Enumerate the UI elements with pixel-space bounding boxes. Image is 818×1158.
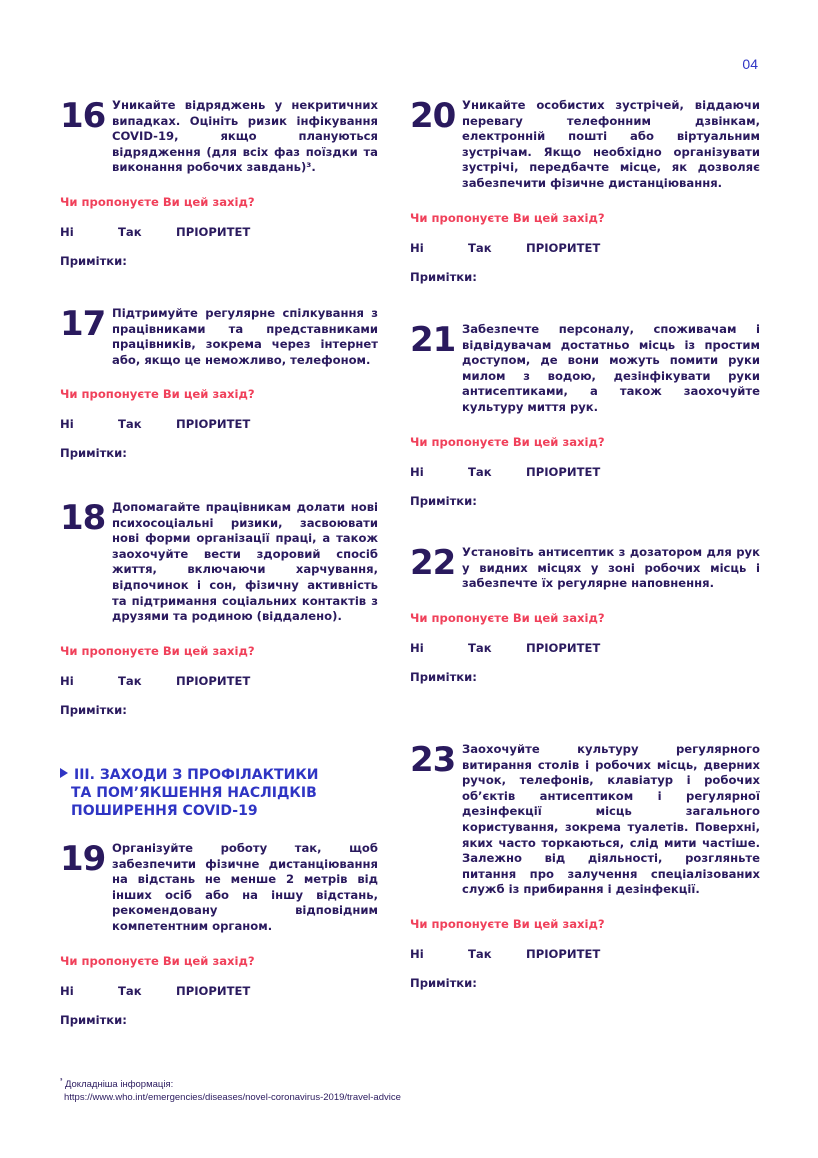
- measure-number: 16: [60, 96, 106, 136]
- section-title-line1: III. ЗАХОДИ З ПРОФІЛАКТИКИ: [74, 767, 319, 783]
- option-no[interactable]: Ні: [60, 417, 74, 432]
- section-title-line3: ПОШИРЕННЯ COVID-19: [71, 803, 258, 819]
- section-heading: [60, 766, 370, 820]
- question-label: Чи пропонуєте Ви цей захід?: [410, 916, 605, 931]
- answer-options: [410, 465, 760, 479]
- measure-18: [60, 500, 378, 717]
- option-no[interactable]: Ні: [60, 673, 74, 688]
- notes-label: Примітки:: [60, 702, 127, 717]
- option-yes[interactable]: Так: [118, 673, 142, 688]
- option-yes[interactable]: Так: [118, 983, 142, 998]
- answer-options: [410, 641, 760, 655]
- measure-text: Установіть антисептик з дозатором для рук у видних місцях у зоні робочих місць і забезпечте їх регулярне наповнення.: [462, 545, 760, 591]
- arrow-right-icon: [60, 768, 68, 778]
- question-label: Чи пропонуєте Ви цей захід?: [410, 434, 605, 449]
- option-no[interactable]: Ні: [410, 464, 424, 479]
- answer-options: [60, 984, 378, 998]
- option-priority[interactable]: ПРІОРИТЕТ: [526, 640, 601, 655]
- option-no[interactable]: Ні: [60, 983, 74, 998]
- option-no[interactable]: Ні: [60, 224, 74, 239]
- option-yes[interactable]: Так: [468, 946, 492, 961]
- answer-options: [410, 947, 760, 961]
- option-priority[interactable]: ПРІОРИТЕТ: [176, 673, 251, 688]
- measure-22: [410, 545, 760, 684]
- option-priority[interactable]: ПРІОРИТЕТ: [526, 946, 601, 961]
- notes-label: Примітки:: [410, 975, 477, 990]
- section-title-line2: ТА ПОМ’ЯКШЕННЯ НАСЛІДКІВ: [71, 785, 317, 801]
- measure-number: 20: [410, 96, 456, 136]
- measure-number: 19: [60, 839, 106, 879]
- answer-options: [60, 417, 378, 431]
- measure-text: Допомагайте працівникам долати нові психосоціальні ризики, засвоювати нові форми організації праці, а також заохочуйте вести здоровий спосіб життя, включаючи харчування, відпочинок і сон, фізичну активність та підтримання соціальних контактів з друзями та родиною (віддалено).: [112, 500, 378, 624]
- measure-text: Підтримуйте регулярне спілкування з працівниками та представниками працівників, зокрема через інтернет або, якщо це неможливо, телефоном.: [112, 306, 378, 367]
- notes-label: Примітки:: [60, 446, 127, 461]
- option-priority[interactable]: ПРІОРИТЕТ: [526, 464, 601, 479]
- notes-label: Примітки:: [410, 493, 477, 508]
- measure-23: [410, 742, 760, 990]
- notes-label: Примітки:: [60, 253, 127, 268]
- notes-label: Примітки:: [60, 1012, 127, 1027]
- measure-19: [60, 841, 378, 1027]
- question-label: Чи пропонуєте Ви цей захід?: [60, 387, 255, 402]
- option-priority[interactable]: ПРІОРИТЕТ: [176, 417, 251, 432]
- measure-text: Уникайте особистих зустрічей, віддаючи перевагу телефонним дзвінкам, електронній пошті або віртуальним зустрічам. Якщо необхідно організувати зустрічі, передбачте місце, як дозволяє забезпечити фізичне дистанціювання.: [462, 98, 760, 190]
- footnote-url[interactable]: https://www.who.int/emergencies/diseases/novel-coronavirus-2019/travel-advice: [64, 1092, 401, 1104]
- option-priority[interactable]: ПРІОРИТЕТ: [176, 983, 251, 998]
- measure-20: [410, 98, 760, 284]
- option-yes[interactable]: Так: [468, 240, 492, 255]
- measure-21: [410, 322, 760, 508]
- measure-number: 18: [60, 498, 106, 538]
- answer-options: [60, 225, 378, 239]
- question-label: Чи пропонуєте Ви цей захід?: [60, 643, 255, 658]
- question-label: Чи пропонуєте Ви цей захід?: [60, 953, 255, 968]
- option-yes[interactable]: Так: [468, 464, 492, 479]
- answer-options: [60, 674, 378, 688]
- measure-text: Забезпечте персоналу, споживачам і відвідувачам достатньо місць із простим доступом, де вони можуть помити руки милом з водою, дезінфікувати руки антисептиками, а також заохочуйте культуру миття рук.: [462, 322, 760, 414]
- measure-number: 17: [60, 304, 106, 344]
- notes-label: Примітки:: [410, 269, 477, 284]
- option-priority[interactable]: ПРІОРИТЕТ: [526, 240, 601, 255]
- option-priority[interactable]: ПРІОРИТЕТ: [176, 224, 251, 239]
- option-yes[interactable]: Так: [118, 417, 142, 432]
- measure-text: Заохочуйте культуру регулярного витирання столів і робочих місць, дверних ручок, телефонів, клавіатур і робочих об’єктів антисептиком і регулярної дезінфекції місць загального користування, зокрема туалетів. Поверхні, яких часто торкаються, слід мити частіше. Залежно від діяльності, розгляньте питання про залучення спеціалізованих служб із прибирання і дезінфекції.: [462, 742, 760, 897]
- notes-label: Примітки:: [410, 669, 477, 684]
- option-yes[interactable]: Так: [468, 640, 492, 655]
- question-label: Чи пропонуєте Ви цей захід?: [60, 194, 255, 209]
- measure-number: 22: [410, 543, 456, 583]
- measure-text: Організуйте роботу так, щоб забезпечити фізичне дистанціювання на відстань не менше 2 метрів від інших осіб або на іншу відстань, рекомендовану відповідним компетентним органом.: [112, 841, 378, 933]
- answer-options: [410, 241, 760, 255]
- measure-number: 23: [410, 740, 456, 780]
- measure-17: [60, 306, 378, 460]
- measure-text: Уникайте відряджень у некритичних випадках. Оцініть ризик інфікування COVID-19, якщо плануються відрядження (для всіх фаз поїздки та виконання робочих завдань)³.: [112, 98, 378, 175]
- question-label: Чи пропонуєте Ви цей захід?: [410, 610, 605, 625]
- measure-16: [60, 98, 378, 268]
- question-label: Чи пропонуєте Ви цей захід?: [410, 210, 605, 225]
- footnote-marker: ³: [60, 1078, 63, 1085]
- measure-number: 21: [410, 320, 456, 360]
- option-yes[interactable]: Так: [118, 224, 142, 239]
- option-no[interactable]: Ні: [410, 640, 424, 655]
- option-no[interactable]: Ні: [410, 240, 424, 255]
- footnote: [60, 1075, 401, 1104]
- footnote-label: Докладніша інформація:: [64, 1079, 174, 1091]
- option-no[interactable]: Ні: [410, 946, 424, 961]
- page-number: 04: [742, 56, 758, 72]
